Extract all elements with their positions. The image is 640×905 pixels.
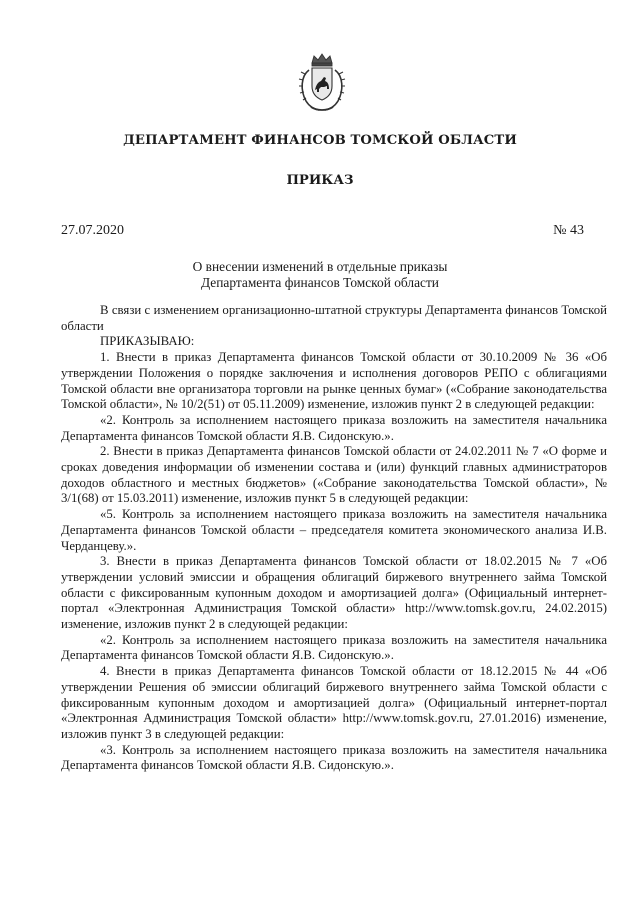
tomsk-oblast-coat-of-arms-icon <box>297 52 347 114</box>
subject-line: Департамента финансов Томской области <box>201 274 439 290</box>
clause-3-quote: «2. Контроль за исполнением настоящего приказа возложить на заместителя начальника Департамента финансов Томской области Я.В. Сидонскую.». <box>61 632 607 663</box>
order-word: ПРИКАЗЫВАЮ: <box>100 334 195 349</box>
order-body <box>61 303 607 774</box>
clause-1-quote: «2. Контроль за исполнением настоящего приказа возложить на заместителя начальника Департамента финансов Томской области Я.В. Сидонскую.». <box>61 412 607 443</box>
subject-line: О внесении изменений в отдельные приказы <box>192 259 448 274</box>
department-title: ДЕПАРТАМЕНТ ФИНАНСОВ ТОМСКОЙ ОБЛАСТИ <box>123 133 517 148</box>
order-date: 27.07.2020 <box>61 223 124 238</box>
clause-4-quote: «3. Контроль за исполнением настоящего приказа возложить на заместителя начальника Департамента финансов Томской области Я.В. Сидонскую.». <box>61 742 607 773</box>
order-number: № 43 <box>553 223 584 238</box>
clause-2-quote: «5. Контроль за исполнением настоящего приказа возложить на заместителя начальника Департамента финансов Томской области – председателя комитета экономического анализа И.В. Черданцеву.». <box>61 507 607 553</box>
order-subject <box>0 259 640 290</box>
document-type: ПРИКАЗ <box>286 173 354 188</box>
clause-2: 2. Внести в приказ Департамента финансов Томской области от 24.02.2011 № 7 «О форме и сроках доведения информации об изменении состава и (или) функций главных администраторов доходов областного и местных бюджетов» («Собрание законодательства Томской области», № 3/1(68) от 15.03.2011) изменение, изложив пункт 5 в следующей редакции: <box>61 444 607 506</box>
clause-4: 4. Внести в приказ Департамента финансов Томской области от 18.12.2015 № 44 «Об утверждении Решения об эмиссии облигаций биржевого внутреннего займа Томской области с фиксированным купонным доходом и амортизацией долга» (Официальный интернет-портал «Электронная Администрация Томской области» http://www.tomsk.gov.ru, 27.01.2016) изменение, изложив пункт 3 в следующей редакции: <box>61 664 607 741</box>
preamble-paragraph: В связи с изменением организационно-штатной структуры Департамента финансов Томской области <box>61 303 607 333</box>
clause-1: 1. Внести в приказ Департамента финансов Томской области от 30.10.2009 № 36 «Об утверждении Положения о порядке заключения и исполнения договоров РЕПО с облигациями Томской области вне организатора торговли на рынке ценных бумаг» («Собрание законодательства Томской области», № 10/2(51) от 05.11.2009) изменение, изложив пункт 2 в следующей редакции: <box>61 350 607 412</box>
clause-3: 3. Внести в приказ Департамента финансов Томской области от 18.02.2015 № 7 «Об утверждении условий эмиссии и обращения облигаций биржевого внутреннего займа Томской области с фиксированным купонным доходом и амортизацией долга» (Официальный интернет-портал «Электронная Администрация Томской области» http://www.tomsk.gov.ru, 24.02.2015) изменение, изложив пункт 2 в следующей редакции: <box>61 554 607 632</box>
